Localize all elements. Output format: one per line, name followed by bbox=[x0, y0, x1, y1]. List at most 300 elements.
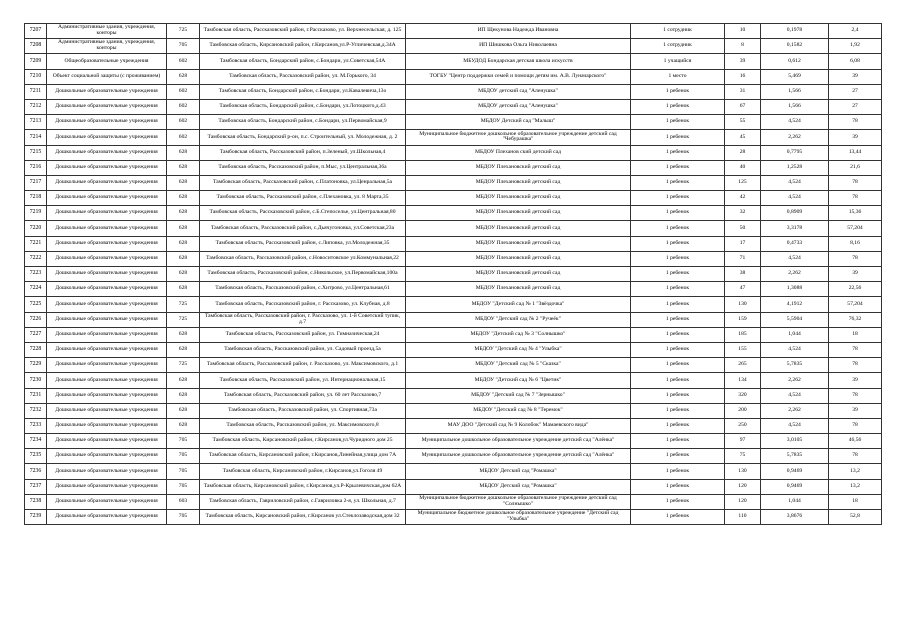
address-cell: Тамбовская область, Рассказовский район, ул. Садовый проезд,5а bbox=[200, 342, 406, 357]
object-type-cell: Дошкольные образовательные учреждения bbox=[47, 130, 167, 145]
code-cell: 628 bbox=[167, 221, 200, 236]
organization-cell: ИП Шишкова Ольга Николаевна bbox=[406, 39, 631, 54]
address-cell: Тамбовская область, Кирсановский район, г.Кирсанов,ул.Чуридного дом 25 bbox=[200, 434, 406, 449]
row-id-cell: 7235 bbox=[25, 449, 47, 464]
table-row bbox=[25, 115, 882, 130]
norm-cell: 1,044 bbox=[761, 494, 829, 509]
row-id-cell: 7211 bbox=[25, 84, 47, 99]
object-type-cell: Дошкольные образовательные учреждения bbox=[47, 479, 167, 494]
code-cell: 602 bbox=[167, 84, 200, 99]
organization-cell: Муниципальное дошкольное образовательное учреждение детский сад "Алёнка" bbox=[406, 449, 631, 464]
address-cell: Тамбовская область, Рассказовский район, г. Рассказово, ул. Максимовского, д.1 bbox=[200, 358, 406, 373]
object-type-cell: Дошкольные образовательные учреждения bbox=[47, 160, 167, 175]
address-cell: Тамбовская область, Рассказовский район, с.Б.Степоселье, ул.Центральная,80 bbox=[200, 206, 406, 221]
organization-cell: Муниципальное бюджетное дошкольное образовательное учреждение детский сад "Чебурашка" bbox=[406, 130, 631, 145]
row-id-cell: 7232 bbox=[25, 403, 47, 418]
volume-cell: 78 bbox=[829, 388, 882, 403]
organization-cell: МБДОУ Детский сад "Ромашка" bbox=[406, 464, 631, 479]
volume-cell: 78 bbox=[829, 191, 882, 206]
address-cell: Тамбовская область, Бондарский район, с.Бондари, ул.Первомайская,9 bbox=[200, 115, 406, 130]
norm-cell: 1,566 bbox=[761, 99, 829, 114]
table-row bbox=[25, 206, 882, 221]
organization-cell: МБДОУ Плехановский детский сад bbox=[406, 175, 631, 190]
norm-cell: 4,524 bbox=[761, 115, 829, 130]
table-row bbox=[25, 373, 882, 388]
code-cell: 602 bbox=[167, 54, 200, 69]
address-cell: Тамбовская область, Рассказовский район, ул. Спортивная,73а bbox=[200, 403, 406, 418]
object-type-cell: Дошкольные образовательные учреждения bbox=[47, 388, 167, 403]
table-row bbox=[25, 54, 882, 69]
quantity-cell: 39 bbox=[725, 54, 761, 69]
address-cell: Тамбовская область, Рассказовский район, с.Новоситовское ул.Коммунальная,22 bbox=[200, 251, 406, 266]
object-type-cell: Дошкольные образовательные учреждения bbox=[47, 358, 167, 373]
table-row bbox=[25, 327, 882, 342]
code-cell: 628 bbox=[167, 403, 200, 418]
quantity-cell: 185 bbox=[725, 327, 761, 342]
quantity-cell: 28 bbox=[725, 145, 761, 160]
object-type-cell: Дошкольные образовательные учреждения bbox=[47, 434, 167, 449]
object-type-cell: Дошкольные образовательные учреждения bbox=[47, 510, 167, 525]
object-type-cell: Дошкольные образовательные учреждения bbox=[47, 494, 167, 509]
table-row bbox=[25, 464, 882, 479]
volume-cell: 78 bbox=[829, 358, 882, 373]
volume-cell: 57,204 bbox=[829, 297, 882, 312]
organization-cell: Муниципальное бюджетное дошкольное образовательное учреждение детский сад "Солнышко" bbox=[406, 494, 631, 509]
quantity-cell: 130 bbox=[725, 297, 761, 312]
volume-cell: 13,2 bbox=[829, 464, 882, 479]
unit-cell: 1 ребенок bbox=[631, 342, 725, 357]
volume-cell: 39 bbox=[829, 267, 882, 282]
organization-cell: МБДОУ "Детский сад № 7 "Зернышко" bbox=[406, 388, 631, 403]
unit-cell: 1 ребенок bbox=[631, 464, 725, 479]
code-cell: 628 bbox=[167, 342, 200, 357]
unit-cell: 1 место bbox=[631, 69, 725, 84]
address-cell: Тамбовская область, Рассказовский район, с.Дьячугоновка, ул.Советская,23а bbox=[200, 221, 406, 236]
table-row bbox=[25, 145, 882, 160]
object-type-cell: Дошкольные образовательные учреждения bbox=[47, 221, 167, 236]
table-row bbox=[25, 160, 882, 175]
code-cell: 725 bbox=[167, 358, 200, 373]
address-cell: Тамбовская область, Рассказовский район, ул. 60 лет Рассказово,7 bbox=[200, 388, 406, 403]
object-type-cell: Дошкольные образовательные учреждения bbox=[47, 464, 167, 479]
table-row bbox=[25, 175, 882, 190]
unit-cell: 1 ребенок bbox=[631, 418, 725, 433]
volume-cell: 18 bbox=[829, 327, 882, 342]
norm-cell: 3,8676 bbox=[761, 510, 829, 525]
norm-cell: 4,524 bbox=[761, 251, 829, 266]
quantity-cell: 71 bbox=[725, 251, 761, 266]
norm-cell: 3,0105 bbox=[761, 434, 829, 449]
quantity-cell: 45 bbox=[725, 130, 761, 145]
organization-cell: МБДОУ "Детский сад № 2 "Ручеёк" bbox=[406, 312, 631, 327]
volume-cell: 27 bbox=[829, 99, 882, 114]
organization-cell: МБДОУ "Детский сад № 3 "Солнышко" bbox=[406, 327, 631, 342]
code-cell: 705 bbox=[167, 510, 200, 525]
organization-cell: ТОГБУ "Центр поддержки семей и помощи детям им. А.В. Луначарского" bbox=[406, 69, 631, 84]
norm-cell: 2,262 bbox=[761, 373, 829, 388]
row-id-cell: 7213 bbox=[25, 115, 47, 130]
quantity-cell: 120 bbox=[725, 494, 761, 509]
volume-cell: 6,08 bbox=[829, 54, 882, 69]
norm-cell: 4,524 bbox=[761, 342, 829, 357]
organization-cell: МАУ ДОО "Детский сад № 9 Колобок" Мамаевского вида" bbox=[406, 418, 631, 433]
quantity-cell: 200 bbox=[725, 403, 761, 418]
row-id-cell: 7237 bbox=[25, 479, 47, 494]
unit-cell: 1 ребенок bbox=[631, 99, 725, 114]
quantity-cell: 250 bbox=[725, 418, 761, 433]
table-row bbox=[25, 39, 882, 54]
table-row bbox=[25, 236, 882, 251]
table-row bbox=[25, 418, 882, 433]
address-cell: Тамбовская область, Рассказовский район, ул. Максимовского,8 bbox=[200, 418, 406, 433]
volume-cell: 78 bbox=[829, 418, 882, 433]
organization-cell: МБДОУ Плехановский детский сад bbox=[406, 160, 631, 175]
object-type-cell: Дошкольные образовательные учреждения bbox=[47, 206, 167, 221]
unit-cell: 1 ребенок bbox=[631, 297, 725, 312]
object-type-cell: Дошкольные образовательные учреждения bbox=[47, 99, 167, 114]
norm-cell: 4,1912 bbox=[761, 297, 829, 312]
quantity-cell: 159 bbox=[725, 312, 761, 327]
quantity-cell: 42 bbox=[725, 191, 761, 206]
volume-cell: 13,2 bbox=[829, 479, 882, 494]
row-id-cell: 7226 bbox=[25, 312, 47, 327]
code-cell: 628 bbox=[167, 191, 200, 206]
volume-cell: 1,92 bbox=[829, 39, 882, 54]
object-type-cell: Дошкольные образовательные учреждения bbox=[47, 267, 167, 282]
quantity-cell: 155 bbox=[725, 342, 761, 357]
norm-cell: 1,2528 bbox=[761, 160, 829, 175]
code-cell: 628 bbox=[167, 236, 200, 251]
organization-cell: МБДОУ Плехановский детский сад bbox=[406, 221, 631, 236]
row-id-cell: 7212 bbox=[25, 99, 47, 114]
volume-cell: 21,6 bbox=[829, 160, 882, 175]
object-type-cell: Дошкольные образовательные учреждения bbox=[47, 115, 167, 130]
norm-cell: 5,7835 bbox=[761, 358, 829, 373]
unit-cell: 1 ребенок bbox=[631, 267, 725, 282]
norm-cell: 0,1978 bbox=[761, 24, 829, 39]
address-cell: Тамбовская область, Рассказовский район, с.Плехановка, ул. 8 Марта,35 bbox=[200, 191, 406, 206]
address-cell: Тамбовская область, Бондарский район, с.Бондари, ул.Кавалевича,13о bbox=[200, 84, 406, 99]
volume-cell: 78 bbox=[829, 449, 882, 464]
object-type-cell: Административные здания, учреждения, конторы bbox=[47, 39, 167, 54]
volume-cell: 76,32 bbox=[829, 312, 882, 327]
table-row bbox=[25, 24, 882, 39]
table-row bbox=[25, 403, 882, 418]
unit-cell: 1 сотрудник bbox=[631, 39, 725, 54]
quantity-cell: 130 bbox=[725, 464, 761, 479]
registry-table bbox=[24, 23, 882, 525]
code-cell: 628 bbox=[167, 327, 200, 342]
norm-cell: 0,7795 bbox=[761, 145, 829, 160]
object-type-cell: Дошкольные образовательные учреждения bbox=[47, 418, 167, 433]
code-cell: 705 bbox=[167, 464, 200, 479]
organization-cell: МБДОУ "Детский сад № 5 "Сказка" bbox=[406, 358, 631, 373]
norm-cell: 0,4733 bbox=[761, 236, 829, 251]
code-cell: 628 bbox=[167, 267, 200, 282]
object-type-cell: Дошкольные образовательные учреждения bbox=[47, 327, 167, 342]
volume-cell: 39 bbox=[829, 130, 882, 145]
row-id-cell: 7207 bbox=[25, 24, 47, 39]
table-row bbox=[25, 251, 882, 266]
row-id-cell: 7238 bbox=[25, 494, 47, 509]
row-id-cell: 7215 bbox=[25, 145, 47, 160]
norm-cell: 1,566 bbox=[761, 84, 829, 99]
address-cell: Тамбовская область, Рассказовский район, с.Липовка, ул.Молодежная,35 bbox=[200, 236, 406, 251]
code-cell: 705 bbox=[167, 39, 200, 54]
norm-cell: 5,7835 bbox=[761, 449, 829, 464]
address-cell: Тамбовская область, Бондарский район, с.Бондари, ул.Лотоцкого,д.43 bbox=[200, 99, 406, 114]
table-row bbox=[25, 358, 882, 373]
table-row bbox=[25, 312, 882, 327]
unit-cell: 1 ребенок bbox=[631, 84, 725, 99]
table-row bbox=[25, 449, 882, 464]
table-row bbox=[25, 69, 882, 84]
volume-cell: 78 bbox=[829, 115, 882, 130]
code-cell: 602 bbox=[167, 115, 200, 130]
code-cell: 628 bbox=[167, 282, 200, 297]
unit-cell: 1 ребенок bbox=[631, 449, 725, 464]
volume-cell: 18 bbox=[829, 494, 882, 509]
quantity-cell: 31 bbox=[725, 84, 761, 99]
table-row bbox=[25, 99, 882, 114]
row-id-cell: 7228 bbox=[25, 342, 47, 357]
object-type-cell: Дошкольные образовательные учреждения bbox=[47, 251, 167, 266]
row-id-cell: 7216 bbox=[25, 160, 47, 175]
code-cell: 628 bbox=[167, 388, 200, 403]
norm-cell: 0,9469 bbox=[761, 479, 829, 494]
row-id-cell: 7210 bbox=[25, 69, 47, 84]
object-type-cell: Дошкольные образовательные учреждения bbox=[47, 342, 167, 357]
quantity-cell: 55 bbox=[725, 115, 761, 130]
unit-cell: 1 ребенок bbox=[631, 479, 725, 494]
address-cell: Тамбовская область, Рассказовский район, ул. Гимназическая,24 bbox=[200, 327, 406, 342]
row-id-cell: 7214 bbox=[25, 130, 47, 145]
address-cell: Тамбовская область, Рассказовский район, п.Мыс, ул.Центральная,36а bbox=[200, 160, 406, 175]
object-type-cell: Общеобразовательные учреждения bbox=[47, 54, 167, 69]
address-cell: Тамбовская область, Рассказовский район, с.Платоновка, ул.Ценральная,5а bbox=[200, 175, 406, 190]
unit-cell: 1 ребенок bbox=[631, 221, 725, 236]
row-id-cell: 7234 bbox=[25, 434, 47, 449]
norm-cell: 4,524 bbox=[761, 191, 829, 206]
address-cell: Тамбовская область, Кирсановский район, г.Кирсанов,ул.Р-Крылевичская,дом 62А bbox=[200, 479, 406, 494]
address-cell: Тамбовская область, Рассказовский район, с.Хитрово, ул.Центральная,61 bbox=[200, 282, 406, 297]
organization-cell: МБДОУ Плеханов ский детский сад bbox=[406, 145, 631, 160]
row-id-cell: 7219 bbox=[25, 206, 47, 221]
table-row bbox=[25, 479, 882, 494]
organization-cell: МБДОУ "Детский сад № 4 "Улыбка" bbox=[406, 342, 631, 357]
quantity-cell: 8 bbox=[725, 39, 761, 54]
unit-cell: 1 сотрудник bbox=[631, 24, 725, 39]
table-row bbox=[25, 130, 882, 145]
quantity-cell: 40 bbox=[725, 160, 761, 175]
object-type-cell: Дошкольные образовательные учреждения bbox=[47, 312, 167, 327]
table-row bbox=[25, 297, 882, 312]
organization-cell: МБДОУ Плехановский детский сад bbox=[406, 236, 631, 251]
unit-cell: 1 ребенок bbox=[631, 206, 725, 221]
unit-cell: 1 ребенок bbox=[631, 434, 725, 449]
code-cell: 705 bbox=[167, 449, 200, 464]
code-cell: 628 bbox=[167, 175, 200, 190]
volume-cell: 39 bbox=[829, 403, 882, 418]
organization-cell: МБДОУ "Детский сад № 8 "Теремок" bbox=[406, 403, 631, 418]
quantity-cell: 38 bbox=[725, 267, 761, 282]
norm-cell: 5,469 bbox=[761, 69, 829, 84]
volume-cell: 8,16 bbox=[829, 236, 882, 251]
quantity-cell: 10 bbox=[725, 24, 761, 39]
quantity-cell: 67 bbox=[725, 99, 761, 114]
quantity-cell: 97 bbox=[725, 434, 761, 449]
norm-cell: 3,3178 bbox=[761, 221, 829, 236]
table-row bbox=[25, 84, 882, 99]
object-type-cell: Дошкольные образовательные учреждения bbox=[47, 175, 167, 190]
code-cell: 705 bbox=[167, 479, 200, 494]
row-id-cell: 7223 bbox=[25, 267, 47, 282]
row-id-cell: 7224 bbox=[25, 282, 47, 297]
unit-cell: 1 ребенок bbox=[631, 236, 725, 251]
organization-cell: МБДОУ Плехановский детский сад bbox=[406, 251, 631, 266]
organization-cell: МБДОУ Плехановский детский сад bbox=[406, 206, 631, 221]
volume-cell: 78 bbox=[829, 175, 882, 190]
norm-cell: 0,8909 bbox=[761, 206, 829, 221]
norm-cell: 0,1582 bbox=[761, 39, 829, 54]
row-id-cell: 7220 bbox=[25, 221, 47, 236]
address-cell: Тамбовская область, Кирсановский район, г.Кирсанов,Линейная,улица дом 7А bbox=[200, 449, 406, 464]
organization-cell: Муниципальное бюджетное дошкольное образовательное учреждение "Детский сад "Улыбка" bbox=[406, 510, 631, 525]
unit-cell: 1 ребенок bbox=[631, 130, 725, 145]
volume-cell: 57,204 bbox=[829, 221, 882, 236]
norm-cell: 2,262 bbox=[761, 403, 829, 418]
address-cell: Тамбовская область, Кирсановский район, г.Кирсанов,ул.Гоголя 49 bbox=[200, 464, 406, 479]
row-id-cell: 7208 bbox=[25, 39, 47, 54]
organization-cell: МБДОУ "Детский сад № 1 "Звёздочка" bbox=[406, 297, 631, 312]
row-id-cell: 7225 bbox=[25, 297, 47, 312]
code-cell: 628 bbox=[167, 373, 200, 388]
quantity-cell: 16 bbox=[725, 69, 761, 84]
organization-cell: МБУДОД Бондарская детская школа искусств bbox=[406, 54, 631, 69]
code-cell: 705 bbox=[167, 434, 200, 449]
code-cell: 725 bbox=[167, 24, 200, 39]
row-id-cell: 7229 bbox=[25, 358, 47, 373]
table-row bbox=[25, 388, 882, 403]
quantity-cell: 265 bbox=[725, 358, 761, 373]
table-row bbox=[25, 267, 882, 282]
norm-cell: 1,3088 bbox=[761, 282, 829, 297]
address-cell: Тамбовская область, Кирсановский район, г.Кирсанов ул.Стеклозаводская,дом 32 bbox=[200, 510, 406, 525]
organization-cell: МБДОУ Плехановский детский сад bbox=[406, 267, 631, 282]
unit-cell: 1 ребенок bbox=[631, 175, 725, 190]
norm-cell: 0,9469 bbox=[761, 464, 829, 479]
row-id-cell: 7209 bbox=[25, 54, 47, 69]
organization-cell: МБДОУ Детский сад "Ромашка" bbox=[406, 479, 631, 494]
address-cell: Тамбовская область, Рассказовский район, г.Рассказово, ул. Верхнесельская, д. 125 bbox=[200, 24, 406, 39]
unit-cell: 1 ребенок bbox=[631, 373, 725, 388]
organization-cell: ИП Щекунова Надежда Ивановна bbox=[406, 24, 631, 39]
organization-cell: МБДОУ Детский сад "Малыш" bbox=[406, 115, 631, 130]
row-id-cell: 7233 bbox=[25, 418, 47, 433]
volume-cell: 39 bbox=[829, 69, 882, 84]
object-type-cell: Дошкольные образовательные учреждения bbox=[47, 403, 167, 418]
row-id-cell: 7217 bbox=[25, 175, 47, 190]
unit-cell: 1 ребенок bbox=[631, 312, 725, 327]
address-cell: Тамбовская область, Рассказовский район, г. Рассказово, ул. Клубная, д.8 bbox=[200, 297, 406, 312]
code-cell: 602 bbox=[167, 99, 200, 114]
quantity-cell: 32 bbox=[725, 206, 761, 221]
row-id-cell: 7231 bbox=[25, 388, 47, 403]
volume-cell: 27 bbox=[829, 84, 882, 99]
code-cell: 628 bbox=[167, 206, 200, 221]
unit-cell: 1 ребенок bbox=[631, 115, 725, 130]
unit-cell: 1 ребенок bbox=[631, 145, 725, 160]
address-cell: Тамбовская область, Рассказовский район, с.Никольское, ул.Первомайская,100а bbox=[200, 267, 406, 282]
object-type-cell: Дошкольные образовательные учреждения bbox=[47, 373, 167, 388]
table-row bbox=[25, 342, 882, 357]
quantity-cell: 50 bbox=[725, 221, 761, 236]
quantity-cell: 120 bbox=[725, 479, 761, 494]
code-cell: 725 bbox=[167, 312, 200, 327]
object-type-cell: Дошкольные образовательные учреждения bbox=[47, 145, 167, 160]
volume-cell: 52,8 bbox=[829, 510, 882, 525]
norm-cell: 4,524 bbox=[761, 388, 829, 403]
code-cell: 628 bbox=[167, 145, 200, 160]
code-cell: 628 bbox=[167, 69, 200, 84]
object-type-cell: Дошкольные образовательные учреждения bbox=[47, 191, 167, 206]
code-cell: 628 bbox=[167, 251, 200, 266]
volume-cell: 15,36 bbox=[829, 206, 882, 221]
code-cell: 603 bbox=[167, 494, 200, 509]
quantity-cell: 75 bbox=[725, 449, 761, 464]
volume-cell: 39 bbox=[829, 373, 882, 388]
unit-cell: 1 ребенок bbox=[631, 282, 725, 297]
quantity-cell: 320 bbox=[725, 388, 761, 403]
unit-cell: 1 ребенок bbox=[631, 327, 725, 342]
object-type-cell: Объект социальной защиты (с проживанием) bbox=[47, 69, 167, 84]
unit-cell: 1 ребенок bbox=[631, 191, 725, 206]
organization-cell: МБДОУ "Детский сад № 6 "Цветик" bbox=[406, 373, 631, 388]
row-id-cell: 7218 bbox=[25, 191, 47, 206]
row-id-cell: 7236 bbox=[25, 464, 47, 479]
object-type-cell: Дошкольные образовательные учреждения bbox=[47, 449, 167, 464]
address-cell: Тамбовская область, Рассказовский район, ул. Интернациональная,15 bbox=[200, 373, 406, 388]
quantity-cell: 17 bbox=[725, 236, 761, 251]
object-type-cell: Дошкольные образовательные учреждения bbox=[47, 236, 167, 251]
volume-cell: 78 bbox=[829, 342, 882, 357]
address-cell: Тамбовская область, Гавриловский район, с.Гавриловка 2-я, ул. Школьная, д.7 bbox=[200, 494, 406, 509]
norm-cell: 1,044 bbox=[761, 327, 829, 342]
table-row bbox=[25, 191, 882, 206]
address-cell: Тамбовская область, Бондарский район, с.Бондари, ул.Советская,54А bbox=[200, 54, 406, 69]
address-cell: Тамбовская область, Рассказовский район, г. Рассказово, ул. 1-й Советский тупик, д.7 bbox=[200, 312, 406, 327]
registry-table-body bbox=[25, 24, 882, 525]
table-row bbox=[25, 434, 882, 449]
quantity-cell: 125 bbox=[725, 175, 761, 190]
address-cell: Тамбовская область, Рассказовский район, ул. М.Горького, 34 bbox=[200, 69, 406, 84]
quantity-cell: 47 bbox=[725, 282, 761, 297]
table-row bbox=[25, 282, 882, 297]
object-type-cell: Административные здания, учреждения, конторы bbox=[47, 24, 167, 39]
organization-cell: МБДОУ Плехановский детский сад bbox=[406, 282, 631, 297]
volume-cell: 78 bbox=[829, 251, 882, 266]
row-id-cell: 7222 bbox=[25, 251, 47, 266]
object-type-cell: Дошкольные образовательные учреждения bbox=[47, 282, 167, 297]
organization-cell: МБДОУ детский сад "Аленушка" bbox=[406, 99, 631, 114]
norm-cell: 2,262 bbox=[761, 130, 829, 145]
unit-cell: 1 ребенок bbox=[631, 388, 725, 403]
code-cell: 725 bbox=[167, 297, 200, 312]
table-row bbox=[25, 494, 882, 509]
norm-cell: 4,524 bbox=[761, 175, 829, 190]
organization-cell: МБДОУ детский сад "Аленушка" bbox=[406, 84, 631, 99]
code-cell: 628 bbox=[167, 418, 200, 433]
